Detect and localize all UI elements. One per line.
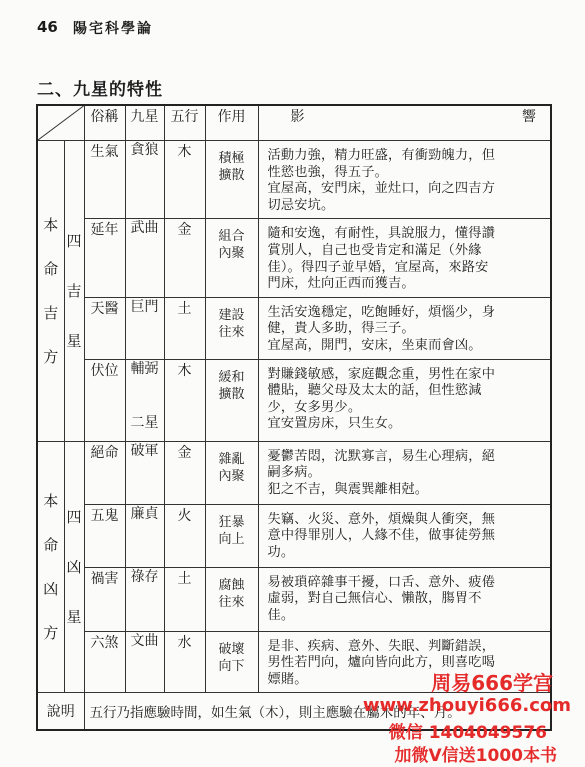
star-name: 廉貞 <box>130 505 159 522</box>
influence-line: 佳。 <box>267 607 295 623</box>
group-inner-char: 四 <box>66 231 82 250</box>
cell-influence <box>258 567 551 631</box>
col-header-star: 九星 <box>125 105 164 141</box>
table-row <box>37 441 551 504</box>
influence-line: 賞別人，自己也受肯定和滿足（外緣 <box>267 242 482 258</box>
col-header-influence-right: 響 <box>522 109 536 125</box>
effect-line: 破壞 <box>218 641 245 657</box>
cell-effect <box>205 219 258 297</box>
group-inner-label <box>64 441 84 693</box>
cell-name: 禍害 <box>84 567 125 631</box>
influence-line: 佳）。得四子並早婚，宜屋高，來路安 <box>267 259 489 275</box>
cell-effect <box>205 504 258 567</box>
cell-star <box>125 441 164 504</box>
group-outer-char: 凶 <box>43 579 59 598</box>
influence-line: 生活安逸穩定，吃飽睡好，煩惱少，身 <box>267 304 496 320</box>
influence-line: 宜屋高，開門，安床，坐東而會凶。 <box>267 337 482 353</box>
page-number: 46 <box>37 18 58 36</box>
cell-element: 木 <box>164 359 205 441</box>
cell-star <box>125 567 164 631</box>
col-header-influence-left: 影 <box>290 109 305 125</box>
col-header-influence <box>258 105 551 141</box>
star-extra: 二星 <box>130 414 159 431</box>
influence-line: 宜屋高，安門床，並灶口，向之四吉方 <box>267 181 496 197</box>
influence-line: 嗣多病。 <box>267 465 322 481</box>
star-name: 破軍 <box>130 442 159 459</box>
group-inner-char: 凶 <box>66 557 82 576</box>
effect-line: 雜亂 <box>218 451 245 467</box>
influence-line: 憂鬱苦悶，沈默寡言，易生心理病，絕 <box>267 448 496 464</box>
cell-effect <box>205 141 258 219</box>
group-outer-label <box>37 141 64 442</box>
cell-element: 土 <box>164 297 205 359</box>
table-header-row <box>37 105 551 141</box>
table-row <box>37 504 551 567</box>
cell-influence <box>258 297 551 359</box>
influence-line: 失竊、火災、意外，煩燥與人衝突，無 <box>267 511 496 527</box>
cell-effect <box>205 567 258 631</box>
watermark-line-3: 微信 1404049576 <box>388 723 547 743</box>
influence-line: 活動力強，精力旺盛，有衝勁魄力，但 <box>267 148 496 163</box>
influence-line: 少，女多男少。 <box>267 399 362 415</box>
group-outer-char: 方 <box>43 347 59 366</box>
cell-name: 絕命 <box>84 441 125 504</box>
section-title: 二、九星的特性 <box>37 80 163 100</box>
cell-star <box>125 359 164 441</box>
group-outer-char: 方 <box>43 623 59 642</box>
influence-line: 隨和安逸，有耐性，具說服力，懂得讚 <box>267 226 496 242</box>
cell-name: 延年 <box>84 219 125 297</box>
col-header-element: 五行 <box>164 105 205 141</box>
effect-line: 腐蝕 <box>218 577 245 593</box>
cell-star <box>125 141 164 219</box>
effect-line: 向上 <box>218 531 245 547</box>
cell-element: 木 <box>164 141 205 219</box>
effect-line: 狂暴 <box>218 514 245 530</box>
group-outer-char: 本 <box>43 215 59 234</box>
group-outer-char: 命 <box>43 259 59 278</box>
star-name: 文曲 <box>130 632 159 649</box>
watermark-line-1: 周易666学宫 <box>431 671 553 695</box>
cell-name: 伏位 <box>84 359 125 441</box>
effect-line: 內聚 <box>218 246 245 262</box>
influence-line: 體貼，聽父母及太太的話，但性慾減 <box>267 383 482 399</box>
effect-line: 建設 <box>218 307 245 323</box>
table-row <box>37 141 551 219</box>
influence-line: 對賺錢敏感，家庭觀念重，男性在家中 <box>267 366 496 382</box>
group-outer-char: 本 <box>43 491 59 510</box>
diagonal-corner-cell <box>37 105 84 141</box>
cell-star <box>125 219 164 297</box>
effect-line: 往來 <box>218 594 245 610</box>
star-name: 貪狼 <box>130 142 159 158</box>
influence-line: 易被瑣碎雜事干擾，口舌、意外、疲倦 <box>267 574 496 590</box>
diagonal-line <box>38 106 84 140</box>
cell-element: 金 <box>164 219 205 297</box>
star-name: 輔弼 <box>130 360 159 377</box>
influence-line: 虛弱，對自己無信心、懶散，膓胃不 <box>267 591 482 607</box>
watermark-line-2: www.zhouyi666.com <box>362 695 571 716</box>
influence-line: 健，貴人多助，得三子。 <box>267 321 415 337</box>
table-row <box>37 297 551 359</box>
effect-line: 擴散 <box>218 386 245 402</box>
cell-name: 五鬼 <box>84 504 125 567</box>
influence-line: 是非、疾病、意外、失眠、判斷錯誤， <box>267 638 496 654</box>
cell-effect <box>205 441 258 504</box>
cell-element: 土 <box>164 567 205 631</box>
influence-line: 門床，灶向正西而獲吉。 <box>267 276 415 292</box>
effect-line: 擴散 <box>218 168 245 183</box>
nine-stars-table <box>36 104 552 731</box>
cell-element: 火 <box>164 504 205 567</box>
note-text: 五行乃指應驗時間，如生氣（木），則主應驗在屬木的年、月。 <box>84 693 551 731</box>
book-title: 陽宅科學論 <box>73 21 153 37</box>
cell-influence <box>258 141 551 219</box>
cell-influence <box>258 504 551 567</box>
cell-effect <box>205 297 258 359</box>
influence-line: 性慾也強，得五子。 <box>267 164 388 180</box>
effect-line: 內聚 <box>218 468 245 484</box>
cell-name: 六煞 <box>84 631 125 693</box>
cell-name: 生氣 <box>84 141 125 219</box>
cell-influence <box>258 219 551 297</box>
group-inner-label <box>64 141 84 442</box>
influence-line: 意中得罪別人，人緣不佳，做事徒勞無 <box>267 528 496 544</box>
note-label: 說明 <box>37 693 84 731</box>
influence-line: 男性若門向，爐向皆向此方，則喜吃喝 <box>267 655 496 671</box>
effect-line: 組合 <box>218 229 245 245</box>
influence-line: 宜安置房床，只生女。 <box>267 416 402 432</box>
influence-line: 功。 <box>267 544 295 560</box>
table-row <box>37 219 551 297</box>
cell-element: 水 <box>164 631 205 693</box>
group-inner-char: 吉 <box>66 281 82 300</box>
effect-line: 緩和 <box>218 369 245 385</box>
group-inner-char: 四 <box>66 507 82 526</box>
group-inner-char: 星 <box>66 607 82 626</box>
cell-influence <box>258 441 551 504</box>
cell-element: 金 <box>164 441 205 504</box>
effect-line: 向下 <box>218 658 245 674</box>
effect-line: 積極 <box>218 151 245 166</box>
table-row <box>37 359 551 441</box>
group-outer-char: 命 <box>43 535 59 554</box>
star-name: 武曲 <box>130 220 159 237</box>
star-name: 祿存 <box>130 568 159 585</box>
influence-line: 犯之不吉，與震巽離相尅。 <box>267 481 429 497</box>
cell-name: 天醫 <box>84 297 125 359</box>
col-header-effect: 作用 <box>205 105 258 141</box>
effect-line: 往來 <box>218 324 245 340</box>
star-name: 巨門 <box>130 298 159 315</box>
influence-line: 切忌安坑。 <box>267 197 335 213</box>
table-row <box>37 567 551 631</box>
watermark-line-4: 加微V信送1000本书 <box>394 746 557 766</box>
influence-line: 嫖賭。 <box>267 671 308 687</box>
cell-star <box>125 297 164 359</box>
group-outer-char: 吉 <box>43 303 59 322</box>
group-inner-char: 星 <box>66 331 82 350</box>
col-header-name: 俗稱 <box>84 105 125 141</box>
group-outer-label <box>37 441 64 693</box>
cell-effect <box>205 359 258 441</box>
cell-influence <box>258 359 551 441</box>
cell-star <box>125 504 164 567</box>
